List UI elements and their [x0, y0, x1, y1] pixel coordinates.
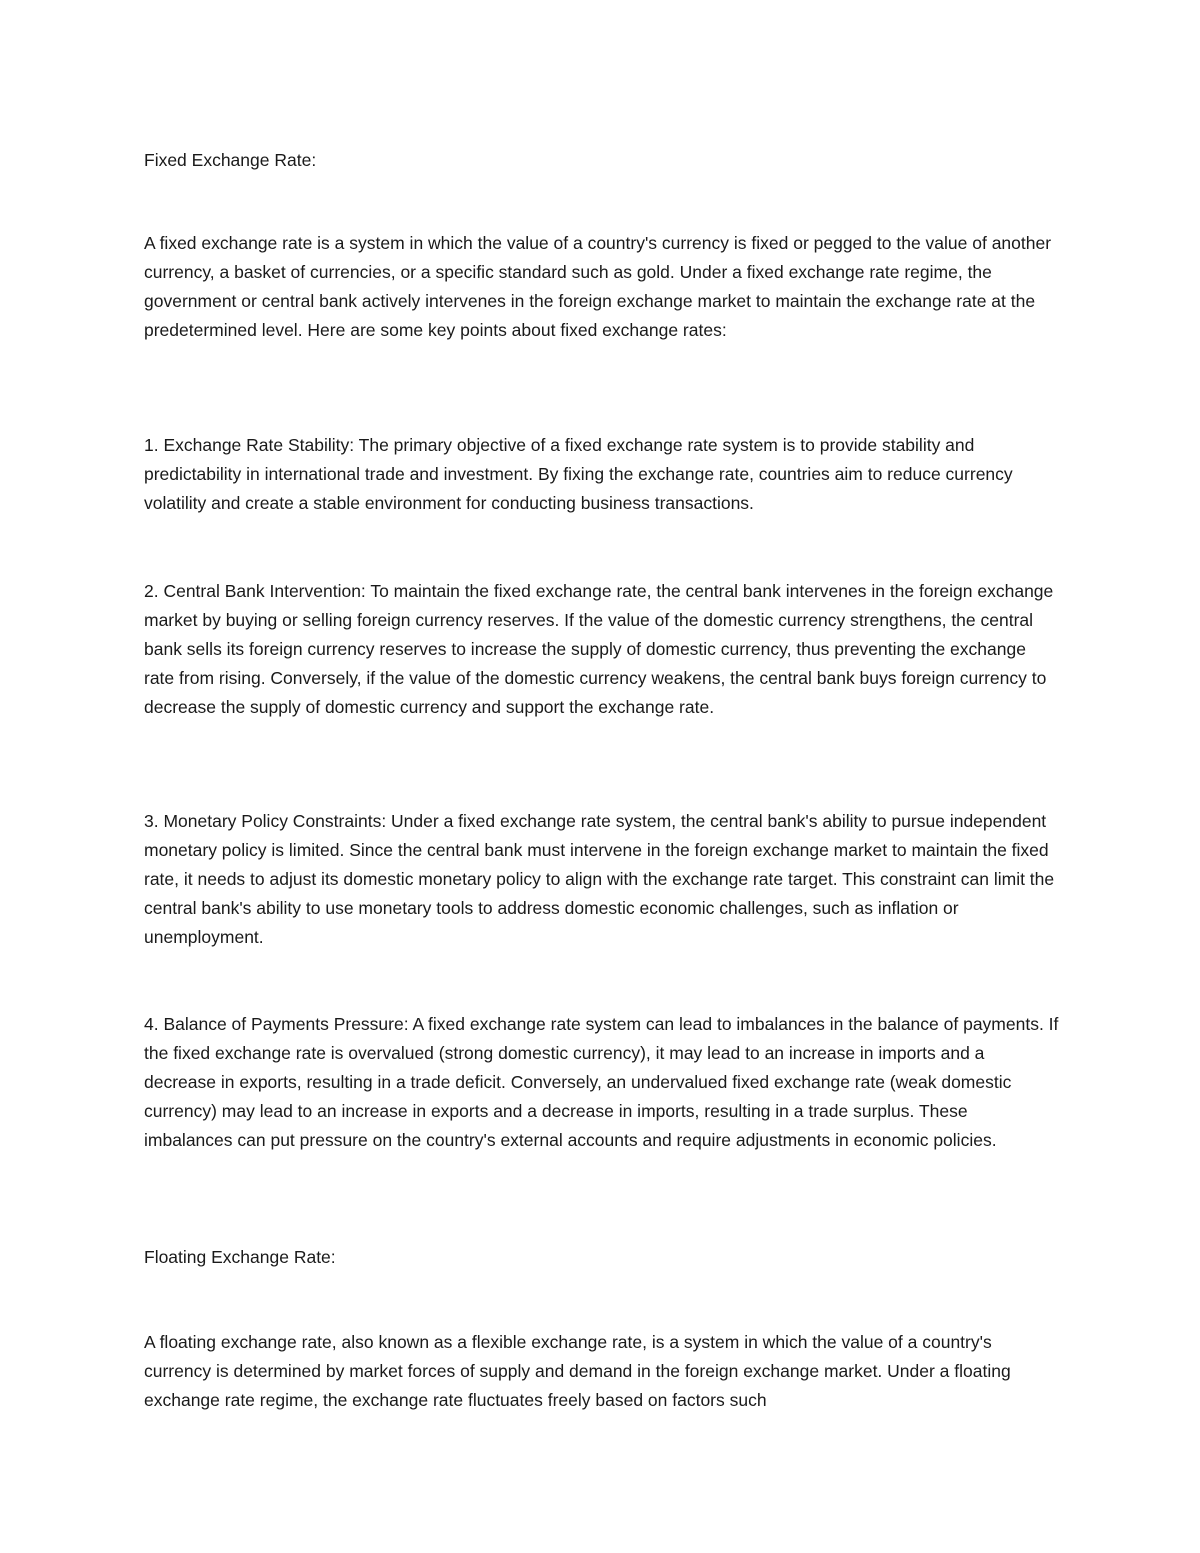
paragraph-fixed-intro: A fixed exchange rate is a system in which the value of a country's currency is fixed or pegged to the value of another currency, a basket of currencies, or a specific standard such as gold. Under a fixed exchange rate regime, the government or central bank actively intervenes in the foreign exchange market to maintain the exchange rate at the predetermined level. Here are some key points about fixed exchange rates:	[144, 233, 1052, 340]
paragraph-point-balance-of-payments: 4. Balance of Payments Pressure: A fixed exchange rate system can lead to imbalances in the balance of payments. If the fixed exchange rate is overvalued (strong domestic currency), it may lead to an increase in imports and a decrease in exports, resulting in a trade deficit. Conversely, an undervalued fixed exchange rate (weak domestic currency) may lead to an increase in exports and a decrease in imports, resulting in a trade surplus. These imbalances can put pressure on the country's external accounts and require adjustments in economic policies.	[144, 1014, 1059, 1150]
heading-floating-exchange-rate: Floating Exchange Rate:	[144, 1247, 336, 1267]
heading-fixed-exchange-rate: Fixed Exchange Rate:	[144, 150, 317, 170]
paragraph-floating-intro: A floating exchange rate, also known as a flexible exchange rate, is a system in which the value of a country's currency is determined by market forces of supply and demand in the foreign exchange market. Under a floating exchange rate regime, the exchange rate fluctuates freely based on factors such	[144, 1332, 1011, 1410]
paragraph-point-monetary-policy-constraints: 3. Monetary Policy Constraints: Under a fixed exchange rate system, the central bank's ability to pursue independent monetary policy is limited. Since the central bank must intervene in the foreign exchange market to maintain the fixed rate, it needs to adjust its domestic monetary policy to align with the exchange rate target. This constraint can limit the central bank's ability to use monetary tools to address domestic economic challenges, such as inflation or unemployment.	[144, 811, 1055, 947]
paragraph-point-central-bank-intervention: 2. Central Bank Intervention: To maintain the fixed exchange rate, the central bank intervenes in the foreign exchange market by buying or selling foreign currency reserves. If the value of the domestic currency strengthens, the central bank sells its foreign currency reserves to increase the supply of domestic currency, thus preventing the exchange rate from rising. Conversely, if the value of the domestic currency weakens, the central bank buys foreign currency to decrease the supply of domestic currency and support the exchange rate.	[144, 581, 1054, 717]
paragraph-point-exchange-rate-stability: 1. Exchange Rate Stability: The primary objective of a fixed exchange rate system is to provide stability and predictability in international trade and investment. By fixing the exchange rate, countries aim to reduce currency volatility and create a stable environment for conducting business transactions.	[144, 435, 1013, 513]
